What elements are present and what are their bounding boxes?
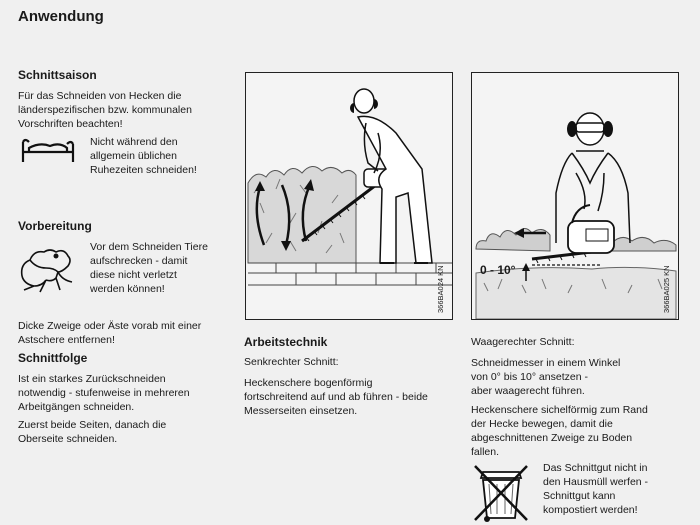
schnittfolge-p2: Zuerst beide Seiten, danach die Oberseite schneiden. (18, 419, 167, 445)
waste-note: Das Schnittgut nicht in den Hausmüll werfen - Schnittgut kann kompostiert werden! (543, 462, 649, 516)
vorbereitung-animals-note: Vor dem Schneiden Tiere aufschrecken - damit diese nicht verletzt werden können! (90, 241, 208, 295)
frog-icon (16, 242, 76, 294)
vertical-cut-body: Heckenschere bogenförmig fortschreitend auf und ab führen - beide Messerseiten einsetzen. (244, 377, 428, 417)
angle-label: 0 - 10° (480, 263, 516, 277)
figure-vertical-cut (245, 72, 453, 320)
schnittfolge-p1: Ist ein starkes Zurückschneiden notwendig - stufenweise in mehreren Arbeitgängen schneiden. (18, 373, 190, 413)
horizontal-cut-p1: Schneidmesser in einem Winkel von 0° bis 10° ansetzen - aber waagerecht führen. (471, 357, 621, 397)
horizontal-cut-illustration (472, 73, 678, 319)
heading-vorbereitung: Vorbereitung (18, 219, 92, 233)
vertical-cut-illustration (246, 73, 452, 319)
schnittsaison-intro: Für das Schneiden von Hecken die länderspezifischen bzw. kommunalen Vorschriften beachten! (18, 90, 192, 130)
horizontal-cut-subtitle: Waagerechter Schnitt: (471, 336, 575, 348)
schnittsaison-rest-note: Nicht während den allgemein üblichen Ruhezeiten schneiden! (90, 136, 197, 176)
figure-horizontal-cut (471, 72, 679, 320)
crossed-bin-icon (473, 462, 529, 522)
vorbereitung-branches: Dicke Zweige oder Äste vorab mit einer Astschere entfernen! (18, 320, 202, 346)
vertical-cut-subtitle: Senkrechter Schnitt: (244, 356, 339, 368)
heading-schnittsaison: Schnittsaison (18, 68, 97, 82)
heading-schnittfolge: Schnittfolge (18, 351, 88, 365)
figure-code-vertical: 366BA024 KN (436, 265, 445, 313)
heading-arbeitstechnik: Arbeitstechnik (244, 335, 328, 349)
figure-code-horizontal: 366BA025 KN (662, 265, 671, 313)
page-title: Anwendung (18, 8, 104, 25)
horizontal-cut-p2: Heckenschere sichelförmig zum Rand der Hecke bewegen, damit die abgeschnittenen Zweige zu Boden fallen. (471, 404, 648, 458)
bed-icon (20, 136, 76, 164)
